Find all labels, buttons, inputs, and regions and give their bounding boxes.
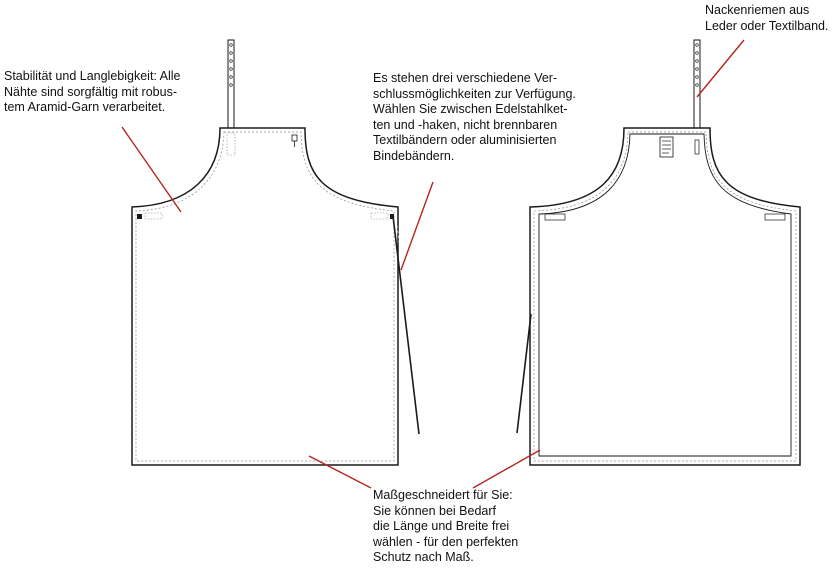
annotation-custom-fit: Maßgeschneidert für Sie: Sie können bei Bedarf die Länge und Breite frei wählen - für den perfekten Schutz nach Maß. xyxy=(373,488,519,565)
annotation-neck-strap: Nackenriemen aus Leder oder Textilband. xyxy=(705,3,829,33)
neck-strap-front xyxy=(228,40,234,140)
annotation-closures: Es stehen drei verschiedene Ver- schlussmöglichkeiten zur Verfügung. Wählen Sie zwischen Edelstahlket- ten und -haken, nicht brennbaren Textilbändern oder aluminisierten Bindebändern. xyxy=(373,71,576,163)
apron-back-outline xyxy=(530,128,800,465)
leader-stability xyxy=(122,127,181,212)
manufacturer-label xyxy=(660,137,673,157)
annotation-stability: Stabilität und Langlebigkeit: Alle Nähte sind sorgfältig mit robus- tem Aramid-Garn verarbeitet. xyxy=(4,69,181,115)
apron-front-outline xyxy=(132,128,398,465)
leader-closures xyxy=(401,182,433,270)
leader-neck-strap xyxy=(697,40,744,97)
chain-back xyxy=(515,314,531,433)
leader-custom-fit-back xyxy=(473,450,540,488)
neck-strap-back xyxy=(694,40,700,128)
